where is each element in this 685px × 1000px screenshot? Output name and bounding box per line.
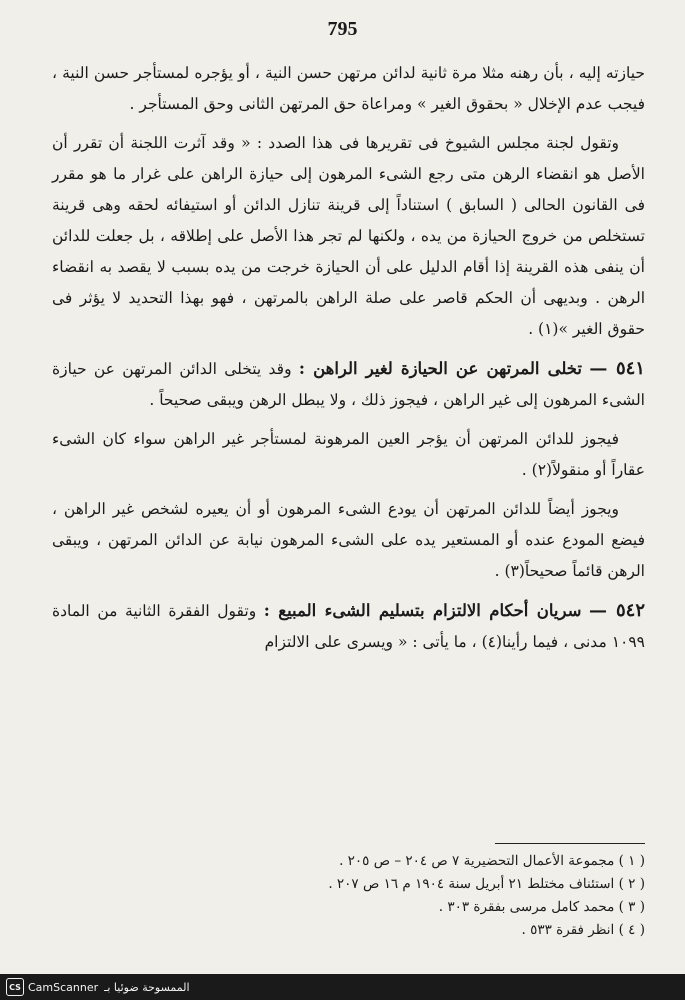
footnote-3: ( ٣ ) محمد كامل مرسى بفقرة ٣٠٣ . — [438, 899, 645, 915]
paragraph-1: حيازته إليه ، بأن رهنه مثلا مرة ثانية لدائن مرتهن حسن النية ، أو يؤجره لمستأجر حسن النية ، فيجب عدم الإخلال « بحقوق الغير » ومراعاة حق المرتهن الثانى وحق المستأجر . — [52, 64, 645, 113]
footnote-1: ( ١ ) مجموعة الأعمال التحضيرية ٧ ص ٢٠٤ – ص ٢٠٥ . — [339, 853, 645, 869]
scanner-brand: CamScanner — [28, 980, 99, 994]
camscanner-icon: CS — [6, 978, 24, 996]
paragraph-5: ويجوز أيضاً للدائن المرتهن أن يودع الشىء المرهون أو أن يعيره لشخص غير الراهن ، فيضع المودع عنده أو المستعير يده على الشىء المرهون نيابة عن الدائن المرتهن ، ويبقى الرهن قائماً صحيحاً(٣) . — [52, 500, 645, 580]
section-541-title: تخلى المرتهن عن الحيازة لغير الراهن : — [298, 359, 583, 378]
paragraph-4: فيجوز للدائن المرتهن أن يؤجر العين المرهونة لمستأجر غير الراهن سواء كان الشىء عقاراً أو منقولاً(٢) . — [52, 430, 645, 479]
section-541 — [52, 353, 645, 416]
section-541-text: وقد يتخلى الدائن المرتهن عن حيازة الشىء المرهون إلى غير الراهن ، فيجوز ذلك ، ولا يبطل الرهن ويبقى صحيحاً . — [52, 360, 645, 409]
section-542-title: سريان أحكام الالتزام بتسليم الشىء المبيع : — [263, 601, 582, 620]
section-542-text: وتقول الفقرة الثانية من المادة ١٠٩٩ مدنى ، فيما رأينا(٤) ، ما يأتى : « ويسرى على الالتزام — [52, 602, 645, 651]
footnote-2: ( ٢ ) استئناف مختلط ٢١ أبريل سنة ١٩٠٤ م ١٦ ص ٢٠٧ . — [328, 876, 645, 892]
section-542-number: ٥٤٢ — — [589, 600, 645, 621]
section-542 — [52, 595, 645, 658]
main-text — [52, 58, 645, 666]
footnote-4: ( ٤ ) انظر فقرة ٥٣٣ . — [521, 922, 645, 938]
scanner-text: الممسوحة ضوئيا بـ — [104, 980, 190, 994]
footnote-separator — [495, 843, 645, 844]
footnotes — [52, 850, 645, 942]
section-541-number: ٥٤١ — — [589, 358, 645, 379]
paragraph-2: وتقول لجنة مجلس الشيوخ فى تقريرها فى هذا الصدد : « وقد آثرت اللجنة أن تقرر أن الأصل هو انقضاء الرهن متى رجع الشىء المرهون إلى حيازة الراهن على غرار ما هو مقرر فى القانون الحالى ( السابق ) استناداً إلى قرينة تنازل الدائن أو استيفائه لحقه وهى قرينة تستخلص من خروج الحيازة من يده ، ولكنها لم تجر هذا الأصل على إطلاقه ، بل جعلت للدائن أن ينفى هذه القرينة إذا أقام الدليل على أن الحيازة خرجت من يده بسبب لا يقصد به انقضاء الرهن . وبديهى أن الحكم قاصر على صلة الراهن بالمرتهن ، فهو بهذا التحديد لا يؤثر فى حقوق الغير »(١) . — [52, 134, 645, 338]
scanner-footer — [0, 974, 685, 1000]
page-number: 795 — [327, 18, 358, 40]
